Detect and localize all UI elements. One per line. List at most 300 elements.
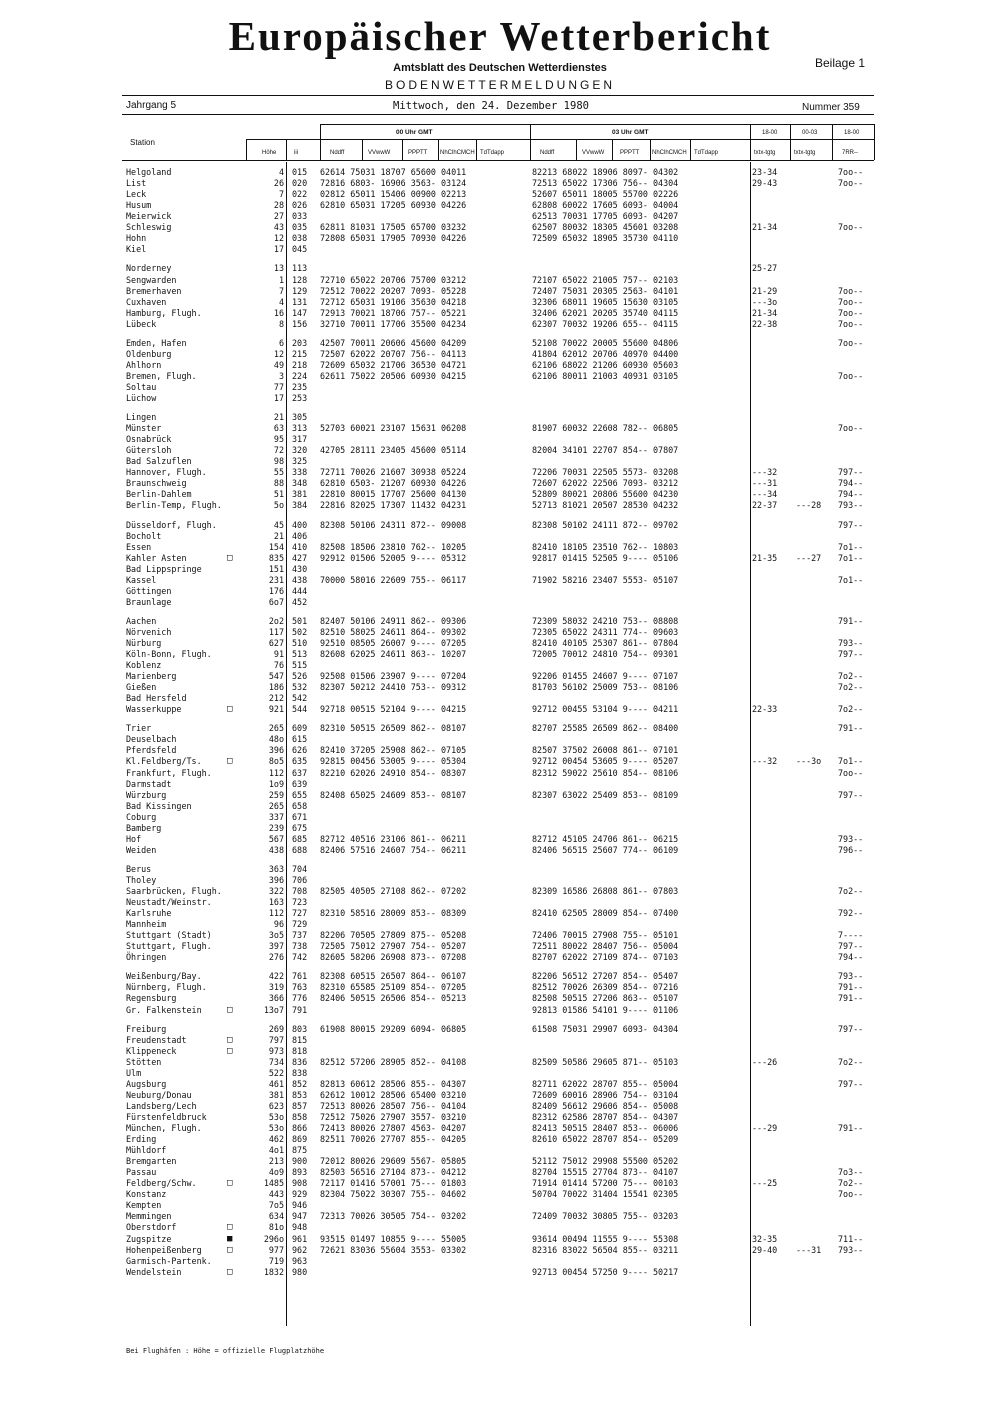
extra-2: ---27 — [796, 552, 822, 563]
table-row — [0, 823, 1000, 834]
station-name: Köln-Bonn, Flugh. — [126, 649, 212, 659]
station-id: 131 — [292, 296, 308, 307]
obs-00: 72512 75026 27907 3557- 03210 — [320, 1111, 467, 1122]
station-id: 513 — [292, 649, 308, 659]
obs-03: 82707 62022 27109 874-- 07103 — [532, 952, 679, 963]
extra-3: 7oo-- — [838, 285, 864, 296]
obs-03: 32306 68011 19605 15630 03105 — [532, 296, 679, 307]
obs-03: 92206 01455 24607 9---- 07107 — [532, 671, 679, 682]
table-row — [0, 734, 1000, 745]
station-id: 444 — [292, 585, 308, 596]
extra-3: 7oo-- — [838, 167, 864, 177]
table-row — [0, 500, 1000, 511]
obs-00: 82406 50515 26506 854-- 05213 — [320, 993, 467, 1004]
station-name: Koblenz — [126, 660, 162, 670]
station-id: 384 — [292, 500, 308, 511]
table-row — [0, 1123, 1000, 1134]
station-name: Freiburg — [126, 1023, 167, 1034]
station-name: Berlin-Dahlem — [126, 489, 192, 500]
obs-03: 82410 18105 23510 762-- 10803 — [532, 541, 679, 552]
table-row — [0, 1024, 1000, 1035]
extra-3: 793-- — [838, 637, 864, 648]
station-name: Sengwarden — [126, 274, 177, 285]
extra-3: 7o2-- — [838, 682, 864, 693]
station-name: Lingen — [126, 412, 157, 422]
extra-1: 22-33 — [752, 704, 778, 715]
table-row — [0, 211, 1000, 222]
station-height: 6 — [278, 337, 284, 348]
obs-00: 82407 50106 24911 862-- 09306 — [320, 615, 467, 626]
station-mark: □ — [227, 1222, 233, 1233]
obs-03: 82512 70026 26309 854-- 07216 — [532, 982, 679, 993]
extra-3: 7o2-- — [838, 704, 864, 715]
obs-03: 92813 01586 54101 9---- 01106 — [532, 1004, 679, 1015]
station-name: Kempten — [126, 1200, 162, 1211]
station-name: Feldberg/Schw. — [126, 1178, 197, 1189]
table-row — [0, 671, 1000, 682]
extra-3: 7oo-- — [838, 1189, 864, 1200]
table-row — [0, 586, 1000, 597]
extra-3: 797-- — [838, 789, 864, 800]
station-height: 276 — [268, 952, 284, 963]
station-height: 627 — [268, 637, 284, 648]
table-row — [0, 382, 1000, 393]
station-id: 129 — [292, 285, 308, 296]
obs-00: 82308 60515 26507 864-- 06107 — [320, 971, 467, 982]
station-height: 1485 — [263, 1178, 284, 1189]
obs-03: 72005 70012 24810 754-- 09301 — [532, 649, 679, 659]
table-row — [0, 319, 1000, 330]
obs-00: 72711 70026 21607 30938 05224 — [320, 467, 467, 478]
table-row — [0, 1211, 1000, 1222]
obs-03: 82004 34101 22707 854-- 07807 — [532, 445, 679, 456]
obs-00: 72808 65031 17905 70930 04226 — [320, 233, 467, 244]
obs-03: 61508 75031 29907 6093- 04304 — [532, 1023, 679, 1034]
table-row — [0, 1101, 1000, 1112]
station-height: 1832 — [263, 1266, 284, 1277]
obs-00: 62611 75022 20506 60930 04215 — [320, 370, 467, 381]
table-row — [0, 682, 1000, 693]
obs-00: 82408 65025 24609 853-- 08107 — [320, 789, 467, 800]
obs-03: 52112 75012 29908 55500 05202 — [532, 1156, 679, 1167]
extra-3: 797-- — [838, 519, 864, 530]
station-name: Lübeck — [126, 318, 157, 329]
station-name: Norderney — [126, 263, 172, 274]
table-row — [0, 1046, 1000, 1057]
obs-03: 82507 37502 26008 861-- 07101 — [532, 745, 679, 756]
table-row — [0, 1057, 1000, 1068]
extra-3: 7o1-- — [838, 552, 864, 563]
station-id: 147 — [292, 307, 308, 318]
station-height: 151 — [268, 563, 284, 574]
station-height: 21 — [273, 412, 284, 422]
obs-03: 72609 60016 28906 754-- 03104 — [532, 1089, 679, 1100]
station-height: 17 — [273, 244, 284, 255]
station-id: 020 — [292, 178, 308, 189]
station-height: 212 — [268, 693, 284, 704]
station-id: 723 — [292, 897, 308, 907]
station-name: Meierwick — [126, 211, 172, 222]
station-id: 815 — [292, 1034, 308, 1045]
station-name: Bad Kissingen — [126, 800, 192, 811]
extra-3: 796-- — [838, 844, 864, 855]
station-id: 501 — [292, 615, 308, 626]
station-height: 269 — [268, 1023, 284, 1034]
table-row — [0, 434, 1000, 445]
obs-03: 92712 00454 53605 9---- 05207 — [532, 756, 679, 767]
table-row — [0, 930, 1000, 941]
extra-3: 797-- — [838, 1023, 864, 1034]
obs-03: 72406 70015 27908 755-- 05101 — [532, 930, 679, 941]
obs-00: 02812 65011 15406 00900 02213 — [320, 189, 467, 200]
table-row — [0, 982, 1000, 993]
extra-3: 7---- — [838, 930, 864, 941]
station-id: 857 — [292, 1100, 308, 1111]
station-height: 973 — [268, 1045, 284, 1056]
station-height: 977 — [268, 1244, 284, 1255]
station-mark: □ — [227, 1045, 233, 1056]
table-row — [0, 200, 1000, 211]
table-row — [0, 338, 1000, 349]
station-height: 1 — [278, 274, 284, 285]
issue-date: Mittwoch, den 24. Dezember 1980 — [393, 100, 589, 112]
obs-03: 62307 70032 19206 655-- 04115 — [532, 318, 679, 329]
table-row — [0, 349, 1000, 360]
station-name: Landsberg/Lech — [126, 1100, 197, 1111]
station-height: 98 — [273, 456, 284, 467]
table-row — [0, 412, 1000, 423]
station-id: 406 — [292, 530, 308, 541]
station-name: Helgoland — [126, 167, 172, 177]
table-row — [0, 638, 1000, 649]
obs-03: 72309 58032 24210 753-- 08808 — [532, 615, 679, 626]
extra-3: 7oo-- — [838, 370, 864, 381]
station-id: 963 — [292, 1255, 308, 1266]
station-id: 838 — [292, 1067, 308, 1078]
station-name: Berus — [126, 863, 152, 874]
obs-00: 82406 57516 24607 754-- 06211 — [320, 844, 467, 855]
station-height: 88 — [273, 478, 284, 489]
page-subtitle: Amtsblatt des Deutschen Wetterdienstes — [393, 62, 607, 74]
station-name: Berlin-Temp, Flugh. — [126, 500, 222, 511]
extra-2: ---28 — [796, 500, 822, 511]
station-name: Öhringen — [126, 952, 167, 963]
station-id: 853 — [292, 1089, 308, 1100]
station-name: Münster — [126, 423, 162, 434]
station-height: 567 — [268, 833, 284, 844]
obs-00: 62811 81031 17505 65700 03232 — [320, 222, 467, 233]
station-id: 609 — [292, 723, 308, 734]
obs-00: 72621 83036 55604 3553- 03302 — [320, 1244, 467, 1255]
extra-3: 7oo-- — [838, 337, 864, 348]
obs-00: 92718 00515 52104 9---- 04215 — [320, 704, 467, 715]
obs-00: 72507 62022 20707 756-- 04113 — [320, 348, 467, 359]
table-row — [0, 456, 1000, 467]
station-name: Bad Lippspringe — [126, 563, 202, 574]
station-height: 112 — [268, 767, 284, 778]
station-height: 43 — [273, 222, 284, 233]
extra-3: 792-- — [838, 908, 864, 919]
station-id: 438 — [292, 574, 308, 585]
table-row — [0, 478, 1000, 489]
obs-00: 72816 6803- 16906 3563- 03124 — [320, 178, 467, 189]
station-id: 929 — [292, 1189, 308, 1200]
station-id: 761 — [292, 971, 308, 982]
station-id: 305 — [292, 412, 308, 422]
station-name: Nörvenich — [126, 626, 172, 637]
table-row — [0, 723, 1000, 734]
obs-03: 62808 60022 17605 6093- 04004 — [532, 200, 679, 211]
station-height: 91 — [273, 649, 284, 659]
obs-03: 82610 65022 28707 854-- 05209 — [532, 1134, 679, 1144]
station-height: 239 — [268, 822, 284, 833]
station-height: 1o9 — [268, 778, 284, 789]
station-name: Oberstdorf — [126, 1222, 177, 1233]
station-id: 706 — [292, 874, 308, 885]
col-nhcl-2: NhClhCMCH — [652, 150, 687, 156]
obs-03: 62106 80011 21003 40931 03105 — [532, 370, 679, 381]
station-name: Ahlhorn — [126, 359, 162, 370]
extra-1: 21-34 — [752, 307, 778, 318]
obs-00: 72012 80026 29609 5567- 05805 — [320, 1156, 467, 1167]
station-height: 21 — [273, 530, 284, 541]
col-ppptt: PPPTT — [408, 150, 428, 156]
table-row — [0, 1256, 1000, 1267]
obs-03: 62513 70031 17705 6093- 04207 — [532, 211, 679, 222]
station-id: 022 — [292, 189, 308, 200]
station-name: Soltau — [126, 381, 157, 392]
station-name: Regensburg — [126, 993, 177, 1004]
table-row — [0, 845, 1000, 856]
table-row — [0, 1090, 1000, 1101]
station-height: 48o — [268, 734, 284, 745]
extra-1: 21-35 — [752, 552, 778, 563]
station-name: Deuselbach — [126, 734, 177, 745]
station-name: Erding — [126, 1134, 157, 1144]
obs-00: 82206 70505 27809 875-- 05208 — [320, 930, 467, 941]
table-row — [0, 467, 1000, 478]
extra-3: 7o1-- — [838, 541, 864, 552]
station-id: 452 — [292, 596, 308, 607]
obs-03: 82312 62586 28707 854-- 04307 — [532, 1111, 679, 1122]
station-height: 76 — [273, 660, 284, 670]
station-id: 113 — [292, 263, 308, 274]
station-name: Leck — [126, 189, 147, 200]
station-mark: □ — [227, 756, 233, 767]
station-name: Hohenpeißenberg — [126, 1244, 202, 1255]
extra-1: 21-29 — [752, 285, 778, 296]
station-name: Passau — [126, 1167, 157, 1178]
obs-03: 41804 62012 20706 40970 04400 — [532, 348, 679, 359]
station-height: 13 — [273, 263, 284, 274]
obs-03: 62106 68022 21206 60930 05603 — [532, 359, 679, 370]
station-height: 8o5 — [268, 756, 284, 767]
extra-1: ---29 — [752, 1123, 778, 1133]
station-name: Saarbrücken, Flugh. — [126, 886, 222, 896]
obs-00: 82813 60612 28506 855-- 04307 — [320, 1078, 467, 1089]
col-station: Station — [130, 138, 155, 147]
extra-2: ---31 — [796, 1244, 822, 1255]
section-title: BODENWETTERMELDUNGEN — [384, 78, 615, 92]
obs-03: 93614 00494 11555 9---- 55308 — [532, 1233, 679, 1244]
station-height: 547 — [268, 671, 284, 682]
station-height: 2o2 — [268, 615, 284, 626]
header-rule-bottom — [122, 114, 874, 115]
station-height: 3o5 — [268, 930, 284, 941]
station-name: Nürburg — [126, 637, 162, 648]
extra-3: 7o2-- — [838, 671, 864, 682]
station-height: 49 — [273, 359, 284, 370]
obs-03: 82413 50515 28407 853-- 06006 — [532, 1123, 679, 1133]
table-row — [0, 263, 1000, 274]
table-row — [0, 553, 1000, 564]
station-name: Stuttgart, Flugh. — [126, 941, 212, 952]
station-height: 4o1 — [268, 1145, 284, 1156]
station-id: 738 — [292, 941, 308, 952]
extra-3: 7o2-- — [838, 1178, 864, 1189]
station-height: 7 — [278, 285, 284, 296]
obs-00: 82304 75022 30307 755-- 04602 — [320, 1189, 467, 1200]
obs-00: 42705 28111 23405 45600 05114 — [320, 445, 467, 456]
station-id: 156 — [292, 318, 308, 329]
station-name: Fürstenfeldbruck — [126, 1111, 207, 1122]
station-name: Schleswig — [126, 222, 172, 233]
station-id: 317 — [292, 434, 308, 445]
station-id: 215 — [292, 348, 308, 359]
station-id: 532 — [292, 682, 308, 693]
table-row — [0, 649, 1000, 660]
station-name: Zugspitze — [126, 1233, 172, 1244]
table-row — [0, 1156, 1000, 1167]
obs-03: 72107 65022 21005 757-- 02103 — [532, 274, 679, 285]
station-id: 637 — [292, 767, 308, 778]
obs-00: 82410 37205 25908 862-- 07105 — [320, 745, 467, 756]
obs-00: 82310 50515 26509 862-- 08107 — [320, 723, 467, 734]
obs-00: 82510 58025 24611 864-- 09302 — [320, 626, 467, 637]
col-nddff-2: Nddff — [540, 150, 555, 156]
station-id: 776 — [292, 993, 308, 1004]
station-height: 396 — [268, 874, 284, 885]
obs-03: 82707 25585 26509 862-- 08400 — [532, 723, 679, 734]
obs-03: 50704 70022 31404 15541 02305 — [532, 1189, 679, 1200]
extra-3: 791-- — [838, 982, 864, 993]
station-id: 946 — [292, 1200, 308, 1211]
station-id: 791 — [292, 1004, 308, 1015]
table-row — [0, 768, 1000, 779]
table-row — [0, 244, 1000, 255]
station-name: Stuttgart (Stadt) — [126, 930, 212, 941]
station-height: 154 — [268, 541, 284, 552]
station-height: 462 — [268, 1134, 284, 1144]
station-name: Bad Salzuflen — [126, 456, 192, 467]
station-name: Frankfurt, Flugh. — [126, 767, 212, 778]
table-row — [0, 423, 1000, 434]
station-height: 265 — [268, 800, 284, 811]
obs-00: 92815 00456 53005 9---- 05304 — [320, 756, 467, 767]
table-row — [0, 308, 1000, 319]
obs-03: 82704 15515 27704 873-- 04107 — [532, 1167, 679, 1178]
obs-03: 72407 75031 20305 2563- 04101 — [532, 285, 679, 296]
station-id: 615 — [292, 734, 308, 745]
station-height: 835 — [268, 552, 284, 563]
table-row — [0, 1068, 1000, 1079]
station-name: Bamberg — [126, 822, 162, 833]
table-row — [0, 971, 1000, 982]
obs-03: 72409 70032 30805 755-- 03203 — [532, 1211, 679, 1222]
extra-3: 7oo-- — [838, 423, 864, 434]
station-height: 319 — [268, 982, 284, 993]
obs-00: 72505 75012 27907 754-- 05207 — [320, 941, 467, 952]
station-mark: ■ — [227, 1233, 233, 1244]
station-name: Kassel — [126, 574, 157, 585]
extra-3: 7o2-- — [838, 1056, 864, 1067]
station-name: Braunschweig — [126, 478, 187, 489]
extra-3: 797-- — [838, 467, 864, 478]
table-row — [0, 1035, 1000, 1046]
station-name: Gütersloh — [126, 445, 172, 456]
station-height: 26 — [273, 178, 284, 189]
station-height: 112 — [268, 908, 284, 919]
station-id: 763 — [292, 982, 308, 993]
station-id: 253 — [292, 393, 308, 403]
table-row — [0, 1178, 1000, 1189]
station-id: 338 — [292, 467, 308, 478]
col-sub-1: txtx-tgtg — [754, 150, 776, 156]
obs-00: 62810 65031 17205 60930 04226 — [320, 200, 467, 211]
col-sub-2: txtx-tgtg — [794, 150, 816, 156]
extra-3: 7oo-- — [838, 318, 864, 329]
obs-00: 93515 01497 10855 9---- 55005 — [320, 1233, 467, 1244]
extra-1: ---34 — [752, 489, 778, 500]
station-name: Neustadt/Weinstr. — [126, 897, 212, 907]
extra-3: 7o1-- — [838, 574, 864, 585]
obs-03: 81907 60032 22608 782-- 06805 — [532, 423, 679, 434]
station-height: 17 — [273, 393, 284, 403]
obs-00: 82605 58206 26908 873-- 07208 — [320, 952, 467, 963]
station-id: 742 — [292, 952, 308, 963]
extra-3: 7oo-- — [838, 178, 864, 189]
station-height: 366 — [268, 993, 284, 1004]
station-id: 900 — [292, 1156, 308, 1167]
obs-00: 82310 65585 25109 854-- 07205 — [320, 982, 467, 993]
station-mark: □ — [227, 1034, 233, 1045]
station-name: Stötten — [126, 1056, 162, 1067]
station-id: 045 — [292, 244, 308, 255]
extra-3: 7oo-- — [838, 307, 864, 318]
station-name: Kl.Feldberg/Ts. — [126, 756, 202, 767]
station-name: Ulm — [126, 1067, 142, 1078]
extra-3: 7oo-- — [838, 296, 864, 307]
station-mark: □ — [227, 552, 233, 563]
station-name: Freudenstadt — [126, 1034, 187, 1045]
table-row — [0, 779, 1000, 790]
station-name: Weißenburg/Bay. — [126, 971, 202, 982]
station-height: 63 — [273, 423, 284, 434]
obs-03: 82307 63022 25409 853-- 08109 — [532, 789, 679, 800]
station-name: München, Flugh. — [126, 1123, 202, 1133]
station-id: 655 — [292, 789, 308, 800]
obs-03: 32406 62021 20205 35740 04115 — [532, 307, 679, 318]
station-height: 921 — [268, 704, 284, 715]
col-nhcl: NhClhCMCH — [440, 150, 475, 156]
station-id: 430 — [292, 563, 308, 574]
extra-1: ---3o — [752, 296, 778, 307]
station-id: 542 — [292, 693, 308, 704]
station-name: List — [126, 178, 147, 189]
station-id: 818 — [292, 1045, 308, 1056]
obs-00: 82505 40505 27108 862-- 07202 — [320, 886, 467, 896]
station-height: 51 — [273, 489, 284, 500]
